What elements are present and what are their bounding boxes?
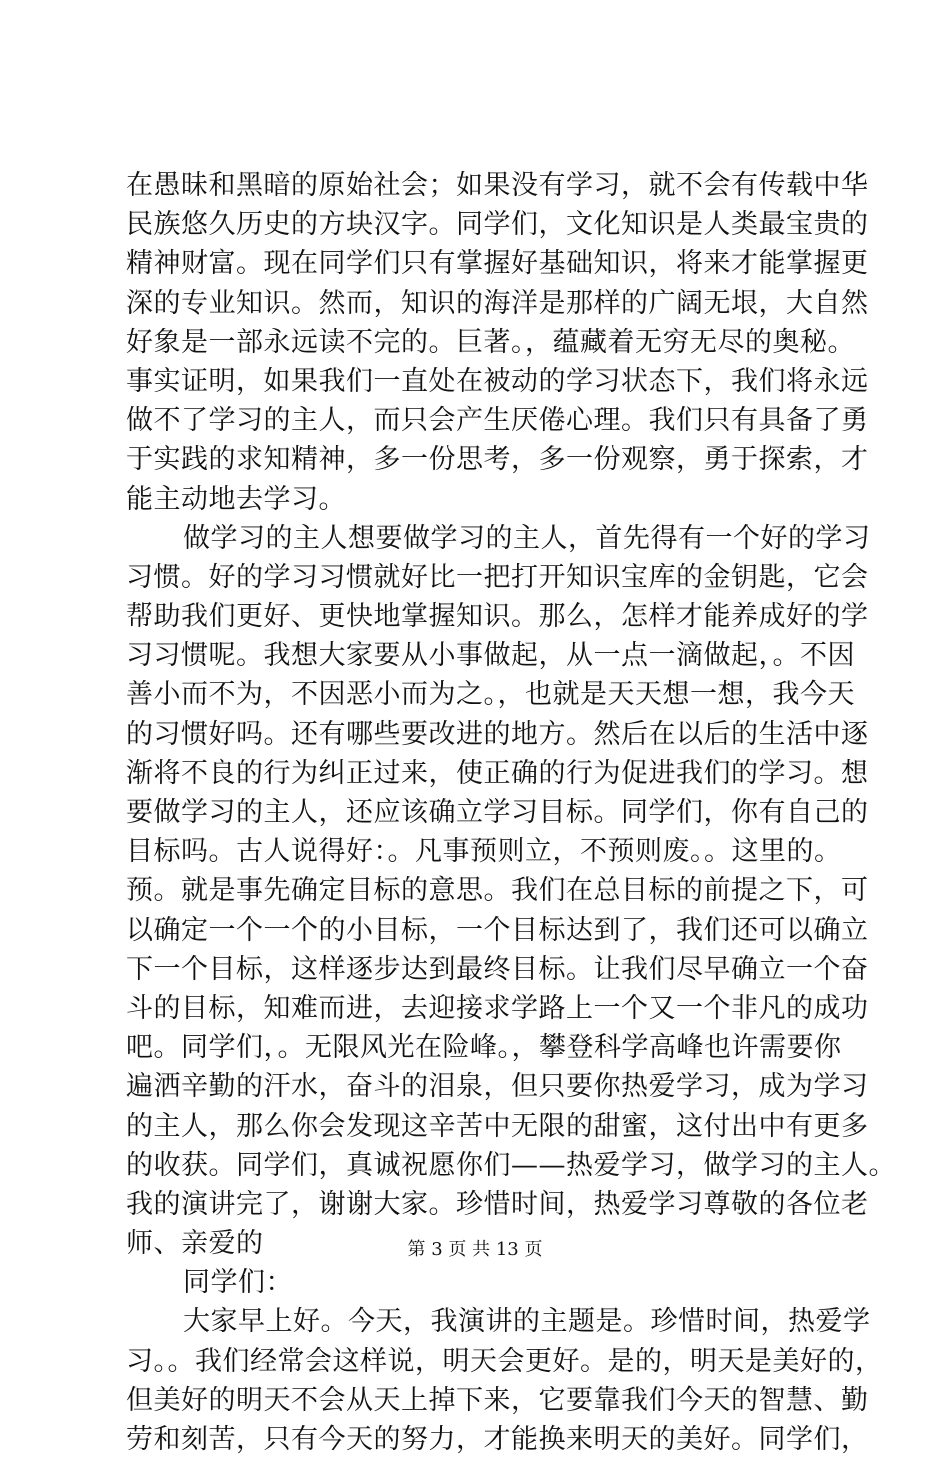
text-line: 做学习的主人想要做学习的主人，首先得有一个好的学习: [183, 522, 871, 554]
body-text: [126, 166, 896, 1459]
text-line: 以确定一个一个的小目标，一个目标达到了，我们还可以确立: [126, 914, 869, 946]
text-line: 精神财富。现在同学们只有掌握好基础知识，将来才能掌握更: [126, 248, 869, 280]
text-line: 师、亲爱的: [126, 1228, 264, 1260]
page-footer: 第 3 页 共 13 页: [407, 1239, 543, 1260]
text-line: 好象是一部永远读不完的。巨著。，蕴藏着无穷无尽的奥秘。: [126, 326, 855, 358]
text-line: 习惯。好的学习习惯就好比一把打开知识宝库的金钥匙，它会: [126, 561, 869, 593]
text-line: 预。就是事先确定目标的意思。我们在总目标的前提之下，可: [126, 875, 869, 907]
text-line: 能主动地去学习。: [126, 483, 346, 515]
text-line: 在愚昧和黑暗的原始社会；如果没有学习，就不会有传载中华: [126, 170, 869, 201]
text-line: 遍洒辛勤的汗水，奋斗的泪泉，但只要你热爱学习，成为学习: [126, 1071, 869, 1103]
text-line: 的收获。同学们，真诚祝愿你们——热爱学习，做学习的主人。: [126, 1149, 896, 1181]
text-line: 吧。同学们，。无限风光在险峰。，攀登科学高峰也许需要你: [126, 1032, 842, 1064]
text-line: 习。。我们经常会这样说，明天会更好。是的，明天是美好的，: [126, 1345, 883, 1377]
text-line: 帮助我们更好、更快地掌握知识。那么，怎样才能养成好的学: [126, 601, 869, 633]
text-line: 斗的目标，知难而进，去迎接求学路上一个又一个非凡的成功: [126, 992, 869, 1024]
text-line: 渐将不良的行为纠正过来，使正确的行为促进我们的学习。想: [126, 757, 869, 789]
text-line: 目标吗。古人说得好：。凡事预则立，不预则废。。这里的。: [126, 836, 842, 868]
text-line: 习习惯呢。我想大家要从小事做起，从一点一滴做起，。不因: [126, 640, 855, 672]
text-line: 民族悠久历史的方块汉字。同学们，文化知识是人类最宝贵的: [126, 209, 869, 241]
text-line: 做不了学习的主人，而只会产生厌倦心理。我们只有具备了勇: [126, 405, 869, 437]
text-line: 要做学习的主人，还应该确立学习目标。同学们，你有自己的: [126, 797, 869, 828]
text-line: 大家早上好。今天，我演讲的主题是。珍惜时间，热爱学: [183, 1306, 871, 1338]
text-line: 的习惯好吗。还有哪些要改进的地方。然后在以后的生活中逐: [126, 718, 869, 750]
text-line: 同学们：: [183, 1267, 293, 1299]
text-line: 善小而不为，不因恶小而为之。，也就是天天想一想，我今天: [126, 679, 855, 711]
text-line: 深的专业知识。然而，知识的海洋是那样的广阔无垠，大自然: [126, 287, 869, 319]
text-line: 劳和刻苦，只有今天的努力，才能换来明天的美好。同学们，: [126, 1424, 869, 1455]
text-line: 下一个目标，这样逐步达到最终目标。让我们尽早确立一个奋: [126, 953, 869, 985]
text-line: 我的演讲完了，谢谢大家。珍惜时间，热爱学习尊敬的各位老: [126, 1188, 869, 1220]
text-line: 于实践的求知精神，多一份思考，多一份观察，勇于探索，才: [126, 444, 869, 476]
text-line: 事实证明，如果我们一直处在被动的学习状态下，我们将永远: [126, 365, 869, 397]
text-line: 但美好的明天不会从天上掉下来，它要靠我们今天的智慧、勤: [126, 1384, 869, 1416]
text-line: 的主人，那么你会发现这辛苦中无限的甜蜜，这付出中有更多: [126, 1110, 869, 1142]
